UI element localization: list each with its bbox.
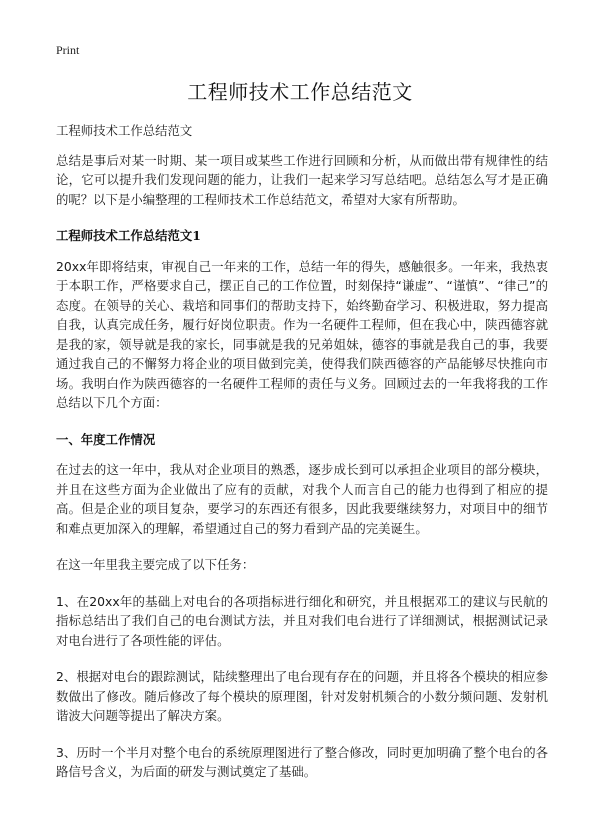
- section1-paragraph: 20xx年即将结束，审视自己一年来的工作，总结一年的得失，感触很多。一年来，我热衷于本职工作，严格要求自己，摆正自己的工作位置，时刻保持“谦虚”、“谨慎”、“律己”的态度。在领导的关心、栽培和同事们的帮助支持下，始终勤奋学习、积极进取，努力提高自我，认真完成任务，履行好岗位职责。作为一名硬件工程师，但在我心中，陕西德容就是我的家，领导就是我的家长，同事就是我的兄弟姐妹，德容的事就是我自己的事，我要通过我自己的不懈努力将企业的项目做到完美，使得我们陕西德容的产品能够尽快推向市场。我明白作为陕西德容的一名硬件工程师的责任与义务。回顾过去的一年我将我的工作总结以下几个方面：: [56, 258, 548, 410]
- document-body: [56, 121, 548, 799]
- subsection-heading: 一、年度工作情况: [56, 431, 156, 447]
- work-paragraph: 在过去的这一年中，我从对企业项目的熟悉，逐步成长到可以承担企业项目的部分模块，并且在这些方面为企业做出了应有的贡献，对我个人而言自己的能力也得到了相应的提高。但是企业的项目复杂，要学习的东西还有很多，因此我要继续努力，对项目中的细节和难点更加深入的理解，希望通过自己的努力看到产品的完美诞生。: [56, 462, 548, 536]
- intro-paragraph: 总结是事后对某一时期、某一项目或某些工作进行回顾和分析，从而做出带有规律性的结论，它可以提升我们发现问题的能力，让我们一起来学习写总结吧。总结怎么写才是正确的呢？以下是小编整理的工程师技术工作总结范文，希望对大家有所帮助。: [56, 152, 548, 207]
- task-item-1: 1、在20xx年的基础上对电台的各项指标进行细化和研究，并且根据邓工的建议与民航的指标总结出了我们自己的电台测试方法，并且对我们电台进行了详细测试，根据测试记录对电台进行了各项性能的评估。: [56, 593, 548, 648]
- document-subtitle: 工程师技术工作总结范文: [56, 123, 193, 138]
- tasks-intro: 在这一年里我主要完成了以下任务：: [56, 557, 255, 572]
- task-item-3: 3、历时一个半月对整个电台的系统原理图进行了整合修改，同时更加明确了整个电台的各路信号含义，为后面的研发与测试奠定了基础。: [56, 744, 548, 779]
- document-title: 工程师技术工作总结范文: [187, 80, 413, 104]
- section-heading: 工程师技术工作总结范文1: [56, 228, 201, 243]
- print-label[interactable]: Print: [56, 43, 80, 57]
- task-item-2: 2、根据对电台的跟踪测试，陆续整理出了电台现有存在的问题，并且将各个模块的相应参数做出了修改。随后修改了每个模块的原理图，针对发射机频合的小数分频问题、发射机谐波大问题等提出了解决方案。: [56, 669, 548, 723]
